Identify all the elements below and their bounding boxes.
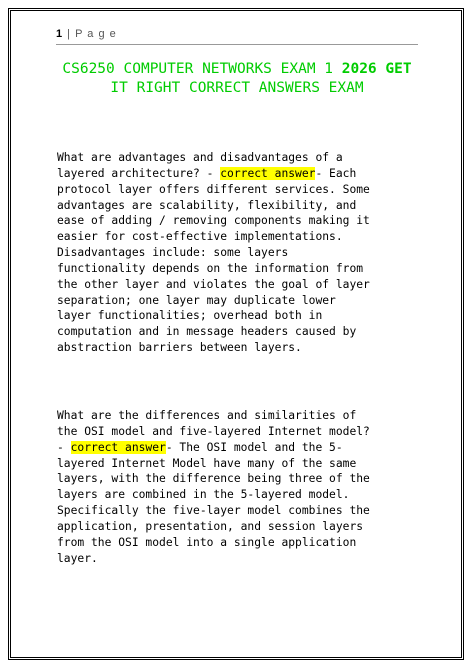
header-rule (56, 44, 418, 45)
question-text: What are the differences and similarities of the OSI model and five-layered Internet model? - (57, 409, 370, 454)
page-label: P a g e (75, 28, 117, 40)
question-answer-1 (57, 150, 419, 356)
question-answer-2 (57, 408, 419, 566)
title-part-2: 2026 GET (333, 61, 412, 77)
page-header (56, 28, 418, 40)
document-title (40, 60, 434, 98)
answer-text: - The OSI model and the 5- layered Internet Model have many of the same layers, with the difference being three of the layers are combined in the 5-layered model. Specifically the five-layer model combines the application, presentation, and session layers from the OSI model into a single application layer. (57, 440, 370, 565)
page-number: 1 (56, 28, 64, 40)
question-text: What are advantages and disadvantages of a layered architecture? - (57, 151, 343, 180)
correct-answer-highlight: correct answer (70, 440, 166, 454)
page-separator: | (63, 28, 76, 40)
answer-text: - Each protocol layer offers different services. Some advantages are scalability, flexibility, and ease of adding / removing components making it easier for cost-effective implementations. Disadvantages include: some layers functionality depends on the information from the other layer and violates the goal of layer separation; one layer may duplicate lower layer functionalities; overhead both in computation and in message headers caused by abstraction barriers between layers. (57, 166, 370, 355)
title-line-2: IT RIGHT CORRECT ANSWERS EXAM (110, 80, 364, 96)
title-part-1: CS6250 COMPUTER NETWORKS EXAM 1 (62, 61, 334, 77)
correct-answer-highlight: correct answer (220, 166, 316, 180)
